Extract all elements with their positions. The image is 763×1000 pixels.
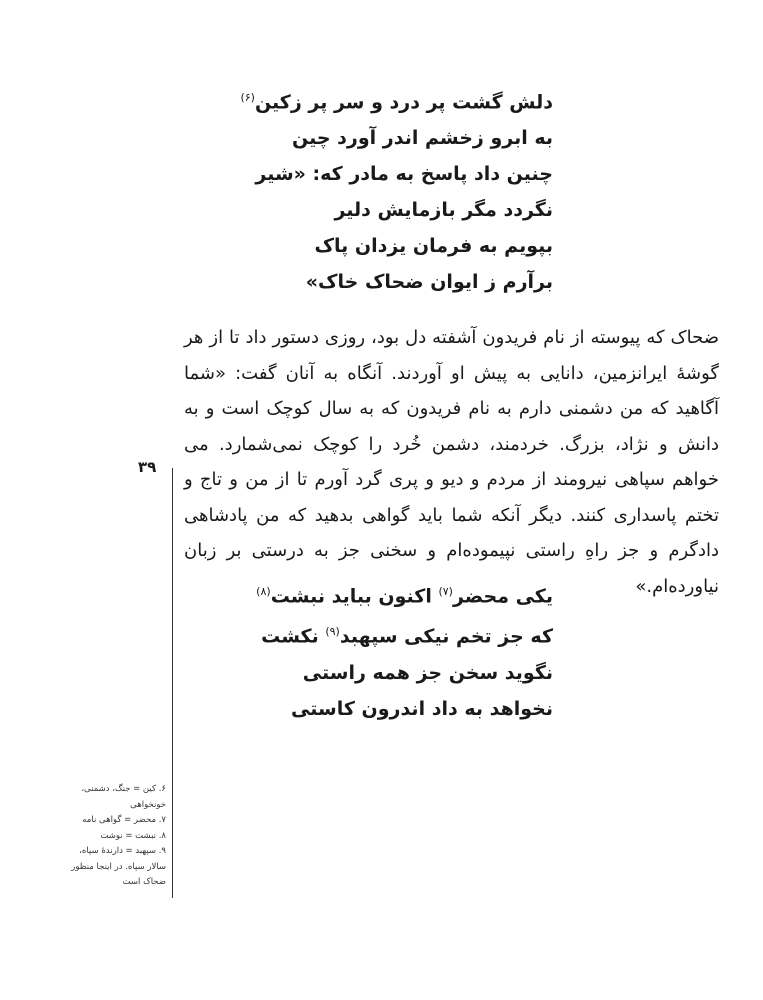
margin-rule [172,468,173,898]
page-number: ۳۹ [138,458,157,476]
verse-line: که جز تخم نیکی سپهبد$^{(۹)}$ نکشت [261,625,553,648]
footnotes [58,782,166,891]
verse-line: برآرم ز ایوان ضحاک خاک» [305,271,553,294]
footnote-item: ۶. کین = جنگ، دشمنی، خونخواهی [81,784,166,810]
footnote-item: ۸. نبشت = نوشت [100,830,166,841]
verse-line: یکی محضر$^{(۷)}$ اکنون بباید نبشت$^{(۸)}$ [256,585,553,608]
footnote-marker: (۶) [240,91,255,104]
footnote-marker: (۸) [256,585,271,598]
verse-line: دلش گشت پر درد و سر پر زکین$^{(۶)}$ [240,91,553,114]
footnote-item: ۹. سپهبد = دارندهٔ سپاه، سالار سپاه. در اینجا منظور ضحاک است [71,846,166,887]
verse-block-top [240,80,553,300]
verse-line: به ابرو زخشم اندر آورد چین [292,127,553,150]
verse-block-bottom [256,574,553,727]
verse-line: بپویم به فرمان یزدان پاک [314,235,553,258]
verse-line: نگوید سخن جز همه راستی [302,661,553,684]
prose-text: ضحاک که پیوسته از نام فریدون آشفته دل بود، روزی دستور داد تا از هر گوشهٔ ایرانزمین، دانایی به پیش او آوردند. آنگاه به آنان گفت: «شما آگاهید که من دشمنی دارم به نام فریدون که به سال کوچک است و به دانش و نژاد، بزرگ. خردمند، دشمن خُرد را کوچک نمی‌شمارد. می خواهم سپاهی نیرومند از مردم و دیو و پری گرد آورم تا از من و تاج و تختم پاسداری کنند. دیگر آنکه شما باید گواهی بدهید که من پادشاهی دادگرم و جز راهِ راستی نپیموده‌ام و سخنی جز به درستی بر زبان نیاورده‌ام.» [184,327,719,597]
footnote-item: ۷. محضر = گواهی نامه [82,815,166,825]
footnote-marker: (۹) [325,625,340,639]
verse-line: نخواهد به داد اندرون کاستی [291,697,553,720]
verse-line: نگردد مگر بازمایش دلیر [334,199,553,222]
prose-paragraph [184,320,719,604]
verse-line: چنین داد پاسخ به مادر که: «شیر [255,163,553,186]
footnote-marker: (۷) [438,585,453,598]
